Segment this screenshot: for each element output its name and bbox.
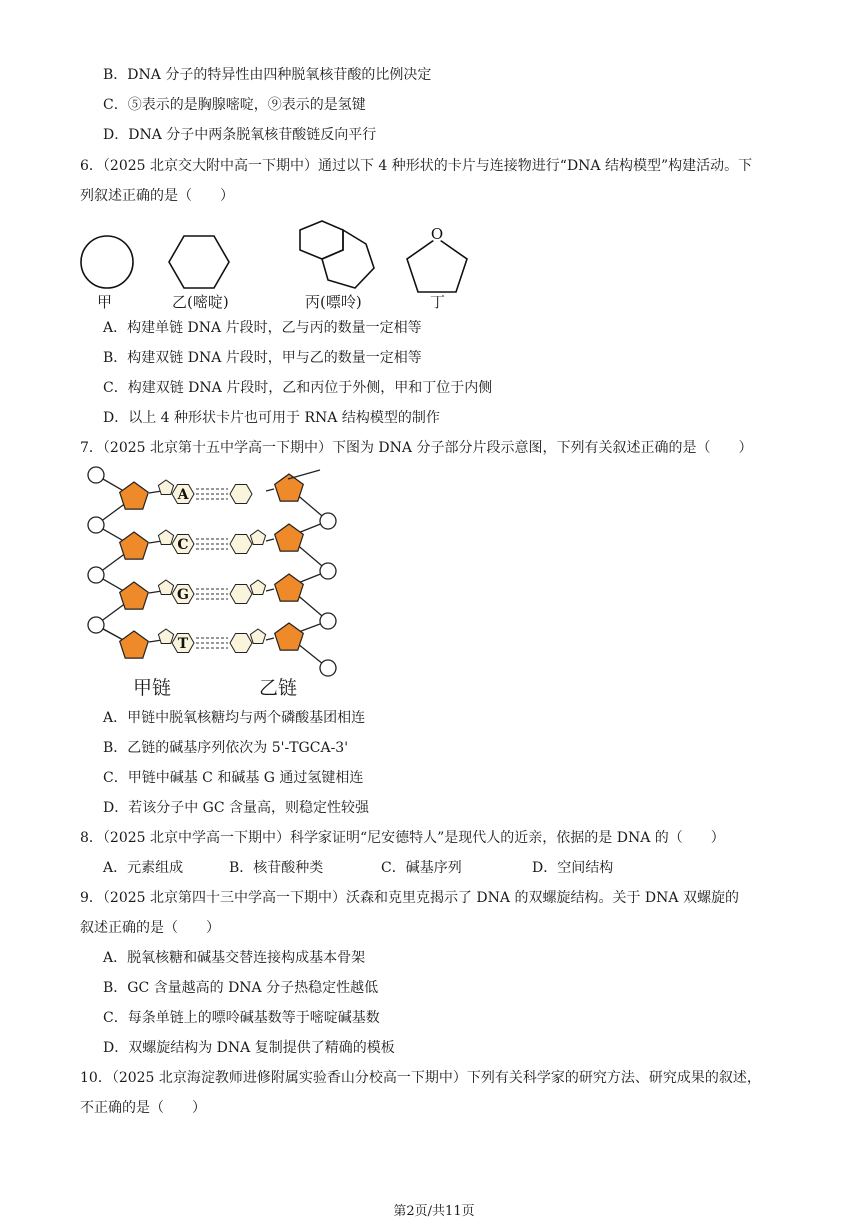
phosphate-circle xyxy=(320,660,336,676)
base-ring-small xyxy=(158,480,173,495)
phosphate-circle xyxy=(88,517,104,533)
q10-stem-line2: 不正确的是（ ） xyxy=(80,1100,206,1116)
base-letter: G xyxy=(177,587,189,603)
q9-stem-line1: 9．（2025 北京第四十三中学高一下期中）沃森和克里克揭示了 DNA 的双螺旋结构。关于 DNA 双螺旋的 xyxy=(80,890,739,906)
q7-stem: 7．（2025 北京第十五中学高一下期中）下图为 DNA 分子部分片段示意图，下列有关叙述正确的是（ ） xyxy=(80,440,753,456)
q9-option-c: C．每条单链上的嘌呤碱基数等于嘧啶碱基数 xyxy=(103,1010,380,1026)
q10-stem-line1: 10．（2025 北京海淀教师进修附属实验香山分校高一下期中）下列有关科学家的研究方法、研究成果的叙述， xyxy=(80,1070,761,1086)
q9-option-a: A．脱氧核糖和碱基交替连接构成基本骨架 xyxy=(103,950,366,966)
q8-option-a: A．元素组成 xyxy=(103,860,184,876)
shape-label-bing: 丙(嘌呤) xyxy=(305,293,362,311)
q8-options-row xyxy=(103,858,803,878)
q9-option-d: D．双螺旋结构为 DNA 复制提供了精确的模板 xyxy=(103,1040,395,1056)
phosphate-circle xyxy=(88,617,104,633)
q9-stem-line2: 叙述正确的是（ ） xyxy=(80,920,220,936)
deoxyribose-pentagon xyxy=(275,574,304,601)
deoxyribose-pentagon xyxy=(120,631,149,658)
glycosidic-bond xyxy=(266,539,274,541)
partner-base-hexagon xyxy=(230,634,252,653)
shape-label-jia: 甲 xyxy=(97,293,113,311)
base-letter: T xyxy=(177,636,189,652)
phosphate-circle xyxy=(320,613,336,629)
shape-label-yi: 乙(嘧啶) xyxy=(172,293,229,311)
chain-label-yi: 乙链 xyxy=(259,677,298,699)
q7-option-b: B．乙链的碱基序列依次为 5'-TGCA-3' xyxy=(103,740,349,756)
q6-option-d: D．以上 4 种形状卡片也可用于 RNA 结构模型的制作 xyxy=(103,410,440,426)
q8-option-d: D．空间结构 xyxy=(532,860,614,876)
deoxyribose-pentagon xyxy=(120,582,149,609)
q7-option-a: A．甲链中脱氧核糖均与两个磷酸基团相连 xyxy=(103,710,366,726)
glycosidic-bond xyxy=(266,489,274,491)
q8-option-c: C．碱基序列 xyxy=(381,860,462,876)
partner-base-ring-small xyxy=(250,580,265,595)
phosphate-circle xyxy=(88,467,104,483)
q7-option-c: C．甲链中碱基 C 和碱基 G 通过氢键相连 xyxy=(103,770,364,786)
q6-stem-line1: 6．（2025 北京交大附中高一下期中）通过以下 4 种形状的卡片与连接物进行“DNA 结构模型”构建活动。下 xyxy=(80,158,753,174)
glycosidic-bond xyxy=(266,589,274,591)
q6-stem-line2: 列叙述正确的是（ ） xyxy=(80,188,234,204)
base-ring-small xyxy=(158,580,173,595)
deoxyribose-pentagon xyxy=(120,532,149,559)
chain-label-jia: 甲链 xyxy=(133,677,172,699)
q6-option-a: A．构建单链 DNA 片段时，乙与丙的数量一定相等 xyxy=(103,320,422,336)
deoxyribose-pentagon xyxy=(120,482,149,509)
partner-base-ring-small xyxy=(250,530,265,545)
q5-option-b: B．DNA 分子的特异性由四种脱氧核苷酸的比例决定 xyxy=(103,67,432,83)
q5-option-c: C．⑤表示的是胸腺嘧啶，⑨表示的是氢键 xyxy=(103,97,366,113)
partner-base-hexagon xyxy=(230,585,252,604)
q9-option-b: B．GC 含量越高的 DNA 分子热稳定性越低 xyxy=(103,980,379,996)
base-ring-small xyxy=(158,629,173,644)
page-footer: 第2页/共11页 xyxy=(393,1204,475,1219)
q8-option-b: B．核苷酸种类 xyxy=(229,860,324,876)
partner-base-ring-small xyxy=(250,629,265,644)
base-letter: C xyxy=(177,537,189,553)
partner-base-hexagon xyxy=(230,485,252,504)
deoxyribose-pentagon xyxy=(275,623,304,650)
phosphate-circle xyxy=(88,567,104,583)
q8-stem: 8．（2025 北京中学高一下期中）科学家证明“尼安德特人”是现代人的近亲，依据的是 DNA 的（ ） xyxy=(80,830,725,846)
shape-label-ding: 丁 xyxy=(430,293,446,311)
base-letter: A xyxy=(177,487,189,503)
backbone-bond xyxy=(288,470,320,479)
oxygen-label: O xyxy=(430,225,444,243)
base-ring-small xyxy=(158,530,173,545)
q7-option-d: D．若该分子中 GC 含量高，则稳定性较强 xyxy=(103,800,370,816)
glycosidic-bond xyxy=(266,638,274,640)
phosphate-circle xyxy=(320,563,336,579)
phosphate-circle xyxy=(320,513,336,529)
q5-option-d: D．DNA 分子中两条脱氧核苷酸链反向平行 xyxy=(103,127,377,143)
partner-base-hexagon xyxy=(230,535,252,554)
q6-option-b: B．构建双链 DNA 片段时，甲与乙的数量一定相等 xyxy=(103,350,422,366)
deoxyribose-pentagon xyxy=(275,524,304,551)
q6-option-c: C．构建双链 DNA 片段时，乙和丙位于外侧，甲和丁位于内侧 xyxy=(103,380,493,396)
